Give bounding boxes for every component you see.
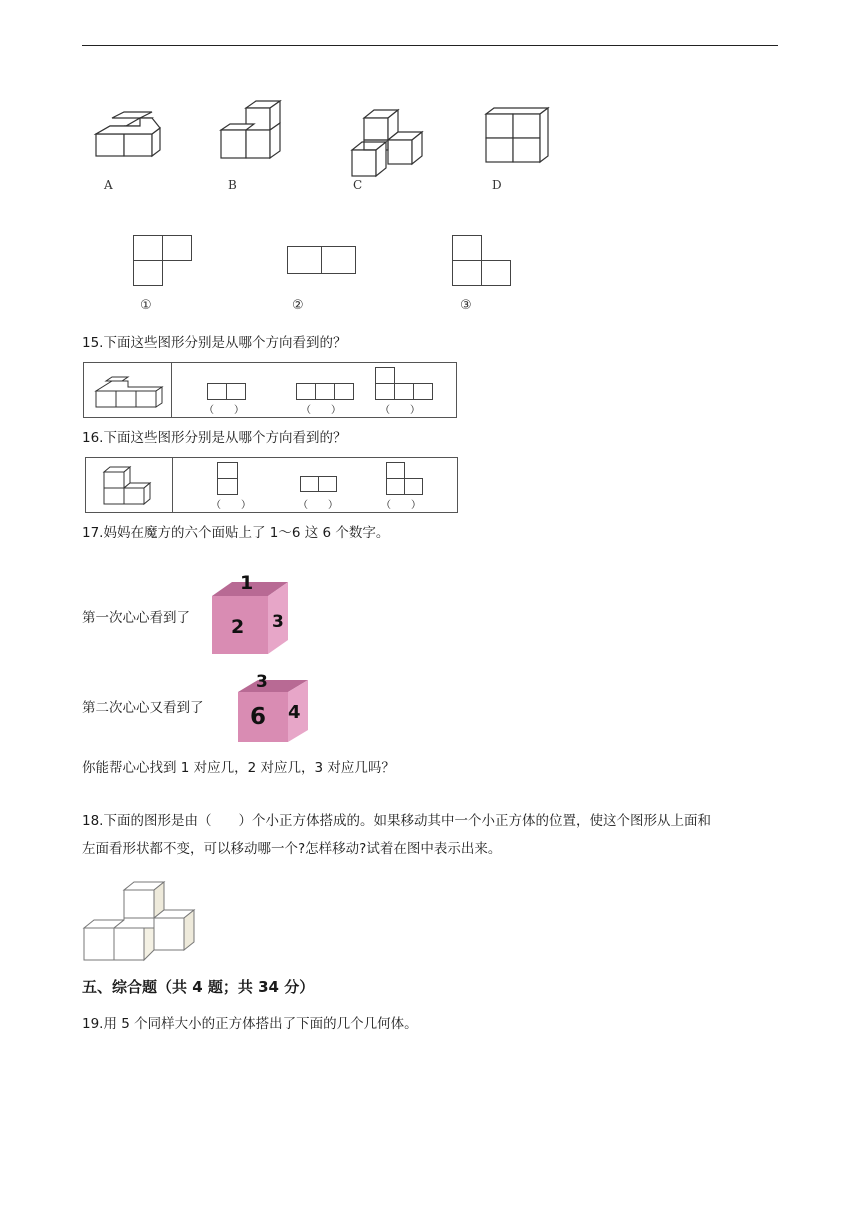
option-b-figure [218,100,288,162]
q15-divider [171,363,172,417]
option-a-figure [90,112,170,164]
q15-view-square [394,383,414,400]
q17-first-top-number: 1 [240,572,254,594]
q15-blank-1[interactable]: （ ） [204,405,244,416]
view-2-square [321,246,356,274]
q16-blank-1[interactable]: （ ） [211,500,251,511]
q15-view-square [207,383,227,400]
q16-blank-2[interactable]: （ ） [298,500,338,511]
q17-second-top-number: 3 [256,672,268,692]
q15-view-square [334,383,354,400]
q17-text: 17.妈妈在魔方的六个面贴上了 1～6 这 6 个数字。 [82,525,390,541]
q15-view-square [375,383,395,400]
q18-line-1: 18.下面的图形是由（ ）个小正方体搭成的。如果移动其中一个小正方体的位置，使这个图形从上面和 [82,813,711,829]
q15-solid-figure [94,377,166,411]
option-c-label: C [353,178,363,192]
q18-cube-figure [82,880,198,964]
q16-view-square [386,462,405,479]
q19-text: 19.用 5 个同样大小的正方体搭出了下面的几个几何体。 [82,1016,418,1032]
q17-first-front-number: 2 [231,616,245,638]
section-5-heading: 五、综合题（共 4 题；共 34 分） [82,978,315,996]
view-3-square [481,260,511,286]
view-2-label: ② [292,298,304,313]
view-1-square [133,260,163,286]
q15-view-square [226,383,246,400]
view-1-square [133,235,163,261]
q18-line-2: 左面看形状都不变，可以移动哪一个?怎样移动?试着在图中表示出来。 [82,841,502,857]
q16-view-square [217,462,238,479]
q16-divider [172,458,173,512]
q16-view-square [300,476,319,492]
q16-text: 16.下面这些图形分别是从哪个方向看到的？ [82,430,347,446]
q15-view-square [375,367,395,384]
q17-first-cube [210,572,290,656]
page-header-rule [82,45,778,46]
option-d-label: D [492,178,502,192]
option-c-figure [348,108,432,180]
q15-figure-table [83,362,457,418]
view-3-square [452,260,482,286]
q16-view-square [404,478,423,495]
q17-second-cube [236,672,310,744]
option-a-label: A [104,178,113,192]
q17-first-right-number: 3 [272,612,284,632]
q15-blank-2[interactable]: （ ） [301,405,341,416]
q15-blank-3[interactable]: （ ） [380,405,420,416]
option-b-label: B [228,178,237,192]
q17-second-right-number: 4 [288,702,301,723]
view-2-square [287,246,322,274]
q16-blank-3[interactable]: （ ） [381,500,421,511]
q15-view-square [315,383,335,400]
q17-question: 你能帮心心找到 1 对应几，2 对应几，3 对应几吗？ [82,760,395,776]
view-1-square [162,235,192,261]
q15-view-square [413,383,433,400]
view-1-label: ① [140,298,152,313]
q16-solid-figure [102,464,154,508]
view-3-square [452,235,482,261]
option-d-figure [484,106,554,166]
view-3-label: ③ [460,298,472,313]
q17-first-text: 第一次心心看到了 [82,610,190,626]
q15-view-square [296,383,316,400]
q17-second-front-number: 6 [250,704,267,730]
q15-text: 15.下面这些图形分别是从哪个方向看到的？ [82,335,347,351]
q16-view-square [217,478,238,495]
q16-view-square [318,476,337,492]
q16-figure-table [85,457,458,513]
q17-second-text: 第二次心心又看到了 [82,700,204,716]
q16-view-square [386,478,405,495]
